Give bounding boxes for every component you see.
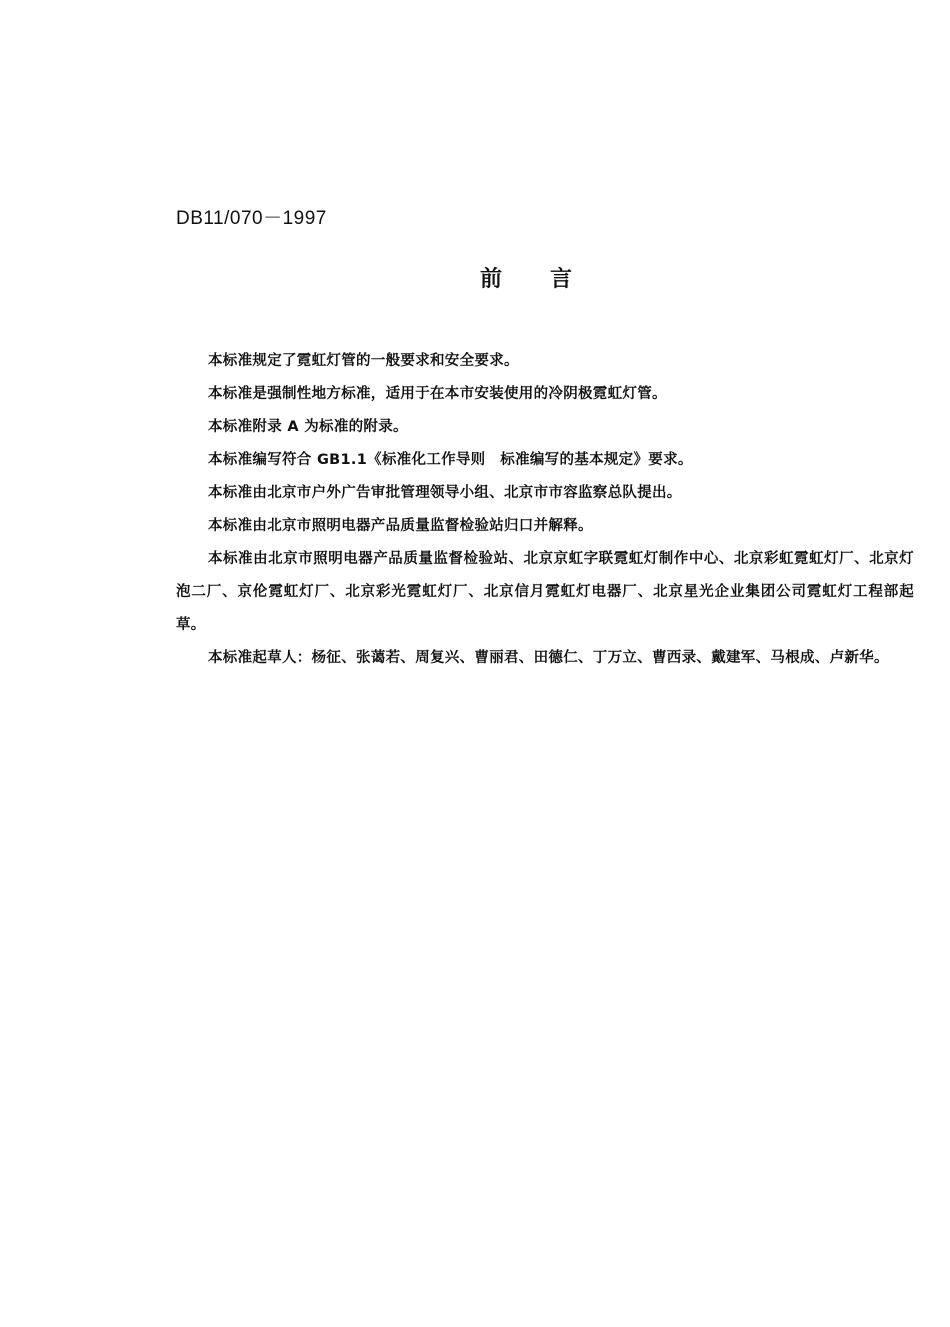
- paragraph-drafters: 本标准起草人：杨征、张蔼若、周复兴、曹丽君、田德仁、丁万立、曹西录、戴建军、马根成、卢新华。: [208, 650, 889, 666]
- paragraph-applicability: 本标准是强制性地方标准，适用于在本市安装使用的冷阴极霓虹灯管。: [208, 386, 667, 402]
- paragraph-interpretation: 本标准由北京市照明电器产品质量监督检验站归口并解释。: [208, 518, 593, 534]
- paragraph-compliance: 本标准编写符合 GB1.1《标准化工作导则 标准编写的基本规定》要求。: [208, 452, 693, 468]
- paragraph-scope: 本标准规定了霓虹灯管的一般要求和安全要求。: [208, 353, 519, 369]
- section-title-foreword: 前言: [479, 267, 620, 292]
- paragraph-appendix: 本标准附录 A 为标准的附录。: [208, 419, 408, 435]
- foreword-body: [176, 345, 914, 675]
- document-code: DB11/070－1997: [176, 208, 327, 229]
- paragraph-proposer: 本标准由北京市户外广告审批管理领导小组、北京市市容监察总队提出。: [208, 485, 682, 501]
- paragraph-drafting-units: 本标准由北京市照明电器产品质量监督检验站、北京京虹字联霓虹灯制作中心、北京彩虹霓虹灯厂、北京灯泡二厂、京伦霓虹灯厂、北京彩光霓虹灯厂、北京信月霓虹灯电器厂、北京星光企业集团公司霓虹灯工程部起草。: [176, 551, 914, 633]
